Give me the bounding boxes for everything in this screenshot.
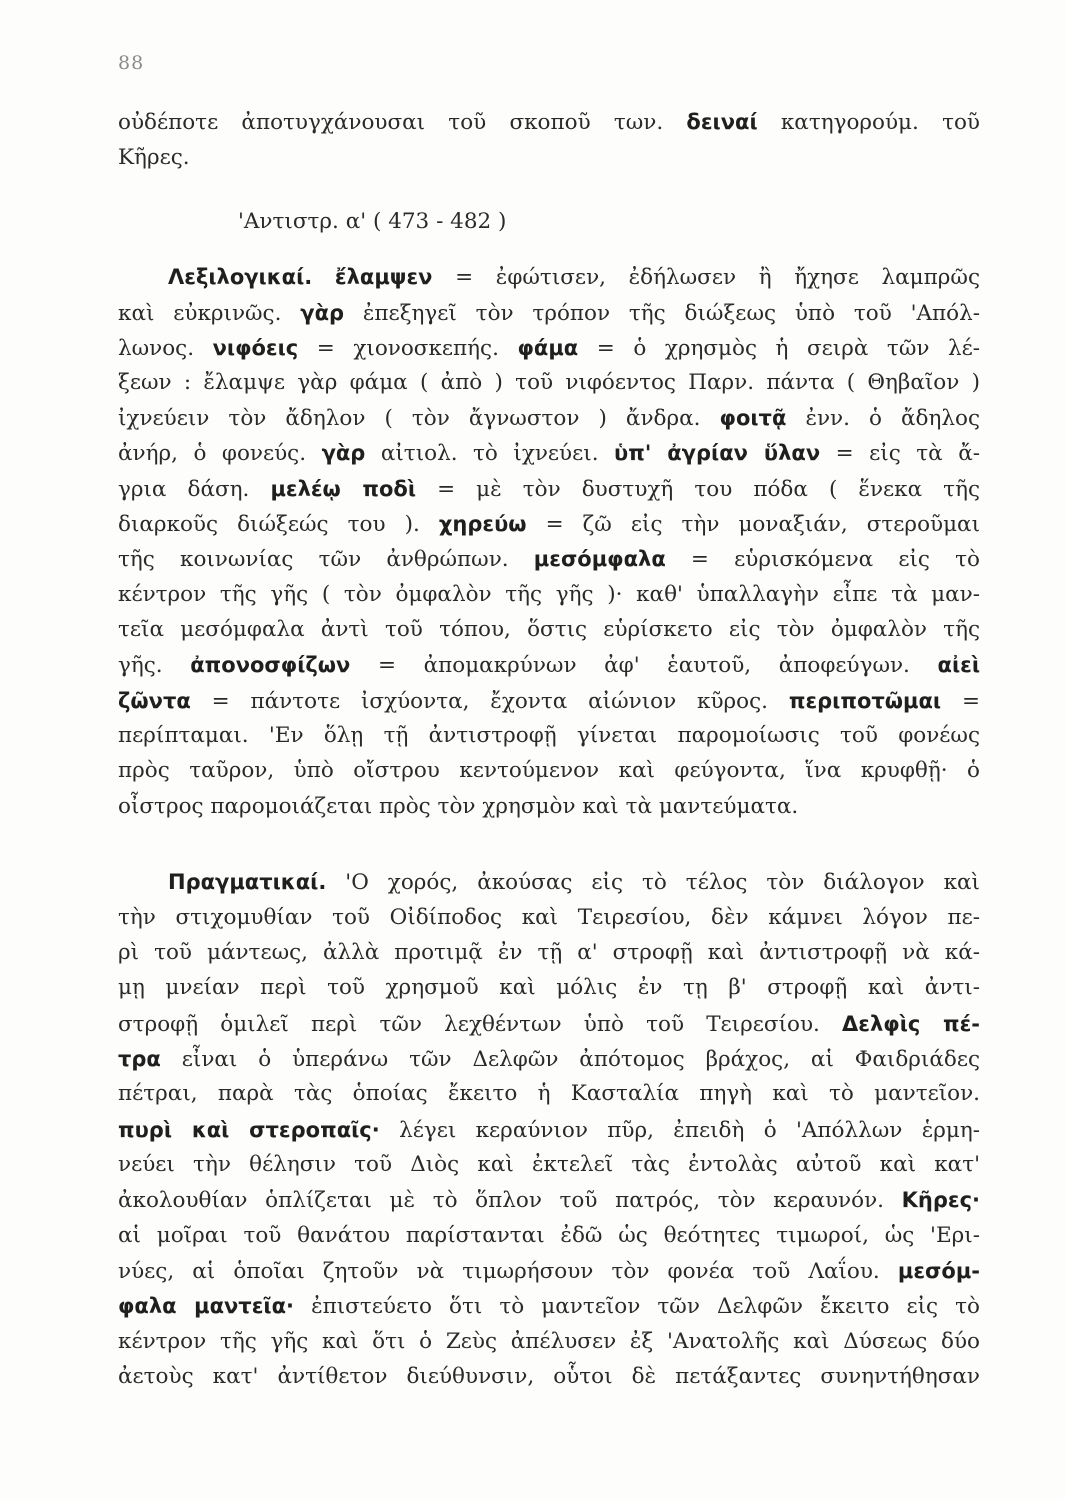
text-line xyxy=(118,1077,980,1111)
text-segment: πέτραι, παρὰ τὰς ὁποίας ἔκειτο ἡ Κασταλία πηγὴ καὶ τὸ μαντεῖον. xyxy=(118,1081,980,1106)
text-segment: λωνος. xyxy=(118,336,213,361)
text-segment: ἀετοὺς κατ' ἀντίθετον διεύθυνσιν, οὗτοι δὲ πετάξαντες συνηντήθησαν xyxy=(118,1364,980,1389)
bold-term: γὰρ xyxy=(321,441,366,465)
text-segment: μῃ μνείαν περὶ τοῦ χρησμοῦ καὶ μόλις ἐν τῃ β' στροφῇ καὶ ἀντι- xyxy=(118,975,980,1000)
text-segment: = ὁ χρησμὸς ἡ σειρὰ τῶν λέ- xyxy=(578,336,980,361)
bold-term: αἰεὶ xyxy=(937,653,980,677)
text-line xyxy=(118,1325,980,1359)
text-segment: γῆς. xyxy=(118,653,191,678)
bold-term: χηρεύω xyxy=(438,512,527,536)
text-line xyxy=(118,1254,980,1289)
text-segment: ἰχνεύειν τὸν ἄδηλον ( τὸν ἄγνωστον ) ἄνδρα. xyxy=(118,406,720,431)
bold-term: τρα xyxy=(118,1047,161,1071)
text-segment: ἀκολουθίαν ὁπλίζεται μὲ τὸ ὅπλον τοῦ πατρός, τὸν κεραυνόν. xyxy=(118,1188,902,1213)
bold-term: ζῶντα xyxy=(118,689,191,713)
bold-term: φοιτᾷ xyxy=(719,406,787,430)
text-segment: = εὑρισκόμενα εἰς τὸ xyxy=(665,547,980,572)
text-segment: καὶ εὐκρινῶς. xyxy=(118,301,301,326)
bold-term: ἔλαμψεν xyxy=(334,265,433,289)
text-line xyxy=(118,331,980,366)
text-line xyxy=(118,719,980,753)
bold-term: ὑπ' ἀγρίαν ὕλαν xyxy=(614,441,821,465)
text-segment: ἐνν. ὁ ἄδηλος xyxy=(786,406,980,431)
text-segment: ἐπεξηγεῖ τὸν τρόπον τῆς διώξεως ὑπὸ τοῦ 'Απόλ- xyxy=(344,301,981,326)
bold-term: φάμα xyxy=(517,336,579,360)
text-line xyxy=(118,684,980,719)
text-line xyxy=(118,901,980,935)
text-segment: εἶναι ὁ ὑπεράνω τῶν Δελφῶν ἀπότομος βράχος, αἱ Φαιδριάδες xyxy=(160,1047,980,1072)
text-line xyxy=(118,648,980,683)
bold-term: μεσόμ- xyxy=(897,1259,980,1283)
text-line xyxy=(118,296,980,331)
text-line xyxy=(118,401,980,436)
bold-term: γὰρ xyxy=(300,301,345,325)
text-segment: ξεων : ἔλαμψε γὰρ φάμα ( ἀπὸ ) τοῦ νιφόεντος Παρν. πάντα ( Θηβαῖον ) xyxy=(118,370,980,395)
text-segment: νεύει τὴν θέλησιν τοῦ Διὸς καὶ ἐκτελεῖ τὰς ἐντολὰς αὐτοῦ καὶ κατ' xyxy=(118,1152,980,1177)
text-line xyxy=(118,1289,980,1324)
page-number: 88 xyxy=(118,52,145,74)
text-line xyxy=(118,1042,980,1077)
text-line xyxy=(118,790,980,824)
text-segment: ἀνήρ, ὁ φονεύς. xyxy=(118,441,322,466)
text-line xyxy=(118,1007,980,1042)
text-line xyxy=(118,971,980,1005)
text-segment: ἐπιστεύετο ὅτι τὸ μαντεῖον τῶν Δελφῶν ἔκειτο εἰς τὸ xyxy=(294,1294,981,1319)
text-segment: νύες, αἱ ὁποῖαι ζητοῦν νὰ τιμωρήσουν τὸν φονέα τοῦ Λαΐου. xyxy=(118,1259,898,1284)
bold-term: Λεξιλογικαί. xyxy=(168,265,313,289)
text-segment: 'Ο χορός, ἀκούσας εἰς τὸ τέλος τὸν διάλογον καὶ xyxy=(326,870,980,895)
text-segment: = μὲ τὸν δυστυχῆ του πόδα ( ἕνεκα τῆς xyxy=(416,477,980,502)
text-segment: περίπταμαι. 'Εν ὅλῃ τῇ ἀντιστροφῇ γίνεται παρομοίωσις τοῦ φονέως xyxy=(118,723,980,748)
text-segment: κέντρον τῆς γῆς ( τὸν ὀμφαλὸν τῆς γῆς )· καθ' ὑπαλλαγὴν εἶπε τὰ μαν- xyxy=(118,582,980,607)
text-line xyxy=(118,1360,980,1394)
text-segment: Κῆρες. xyxy=(118,145,190,170)
bold-term: Κῆρες· xyxy=(901,1188,980,1212)
text-segment: κατηγορούμ. τοῦ xyxy=(757,110,980,135)
text-line xyxy=(118,366,980,400)
text-segment: = χιονοσκεπής. xyxy=(298,336,518,361)
text-line xyxy=(118,542,980,577)
bold-term: Δελφὶς πέ- xyxy=(842,1012,980,1036)
text-line xyxy=(118,613,980,647)
text-segment: πρὸς ταῦρον, ὑπὸ οἴστρου κεντούμενον καὶ φεύγοντα, ἵνα κρυφθῇ· ὁ xyxy=(118,758,980,783)
bold-term: ἀπονοσφίζων xyxy=(190,653,351,677)
bold-term: μεσόμφαλα xyxy=(533,547,666,571)
bold-term: μελέῳ ποδὶ xyxy=(270,477,417,501)
text-segment: = ζῶ εἰς τὴν μοναξιάν, στεροῦμαι xyxy=(526,512,981,537)
text-line xyxy=(118,1183,980,1218)
text-line xyxy=(118,436,980,471)
text-segment: γρια δάση. xyxy=(118,477,271,502)
text-line xyxy=(118,754,980,788)
text-segment: = xyxy=(941,689,980,714)
text-segment: τὴν στιχομυθίαν τοῦ Οἰδίποδος καὶ Τειρεσίου, δὲν κάμνει λόγον πε- xyxy=(118,905,980,930)
text-segment: = πάντοτε ἰσχύοντα, ἔχοντα αἰώνιον κῦρος. xyxy=(190,689,789,714)
text-line xyxy=(118,141,980,175)
text-segment: κέντρον τῆς γῆς καὶ ὅτι ὁ Ζεὺς ἀπέλυσεν ἐξ 'Ανατολῆς καὶ Δύσεως δύο xyxy=(118,1329,980,1354)
text-segment: στροφῇ ὁμιλεῖ περὶ τῶν λεχθέντων ὑπὸ τοῦ Τειρεσίου. xyxy=(118,1012,843,1037)
bold-term: περιποτῶμαι xyxy=(788,689,942,713)
text-segment: = ἀπομακρύνων ἀφ' ἑαυτοῦ, ἀποφεύγων. xyxy=(350,653,938,678)
bold-term: νιφόεις xyxy=(212,336,299,360)
bold-term: πυρὶ καὶ στεροπαῖς· xyxy=(118,1118,380,1142)
text-line xyxy=(168,260,980,295)
text-segment: ρὶ τοῦ μάντεως, ἀλλὰ προτιμᾷ ἐν τῇ α' στροφῇ καὶ ἀντιστροφῇ νὰ κά- xyxy=(118,940,980,965)
text-line xyxy=(118,1113,980,1148)
text-line xyxy=(168,865,980,900)
bold-term: δειναί xyxy=(686,110,758,134)
section-heading xyxy=(238,205,538,239)
text-segment: λέγει κεραύνιον πῦρ, ἐπειδὴ ὁ 'Απόλλων ἑρμη- xyxy=(379,1118,980,1143)
text-line xyxy=(118,507,980,542)
text-segment: οὐδέποτε ἀποτυγχάνουσαι τοῦ σκοποῦ των. xyxy=(118,110,687,135)
text-segment: 'Αντιστρ. α' ( 473 - 482 ) xyxy=(238,209,507,234)
text-line xyxy=(118,472,980,507)
text-segment: διαρκοῦς διώξεώς του ). xyxy=(118,512,439,537)
text-line xyxy=(118,936,980,970)
text-line xyxy=(118,578,980,612)
text-segment: τῆς κοινωνίας τῶν ἀνθρώπων. xyxy=(118,547,534,572)
text-segment: αἱ μοῖραι τοῦ θανάτου παρίστανται ἐδῶ ὡς θεότητες τιμωροί, ὡς 'Ερι- xyxy=(118,1223,980,1248)
text-segment xyxy=(312,265,335,290)
text-segment: οἶστρος παρομοιάζεται πρὸς τὸν χρησμὸν καὶ τὰ μαντεύματα. xyxy=(118,794,799,819)
text-segment: = ἐφώτισεν, ἐδήλωσεν ἢ ἤχησε λαμπρῶς xyxy=(432,265,980,290)
bold-term: φαλα μαντεῖα· xyxy=(118,1294,294,1318)
text-segment: τεῖα μεσόμφαλα ἀντὶ τοῦ τόπου, ὅστις εὑρίσκετο εἰς τὸν ὀμφαλὸν τῆς xyxy=(118,617,980,642)
text-line xyxy=(118,105,980,140)
bold-term: Πραγματικαί. xyxy=(168,870,327,894)
text-line xyxy=(118,1148,980,1182)
text-segment: = εἰς τὰ ἄ- xyxy=(820,441,980,466)
text-segment: αἰτιολ. τὸ ἰχνεύει. xyxy=(365,441,615,466)
text-line xyxy=(118,1219,980,1253)
